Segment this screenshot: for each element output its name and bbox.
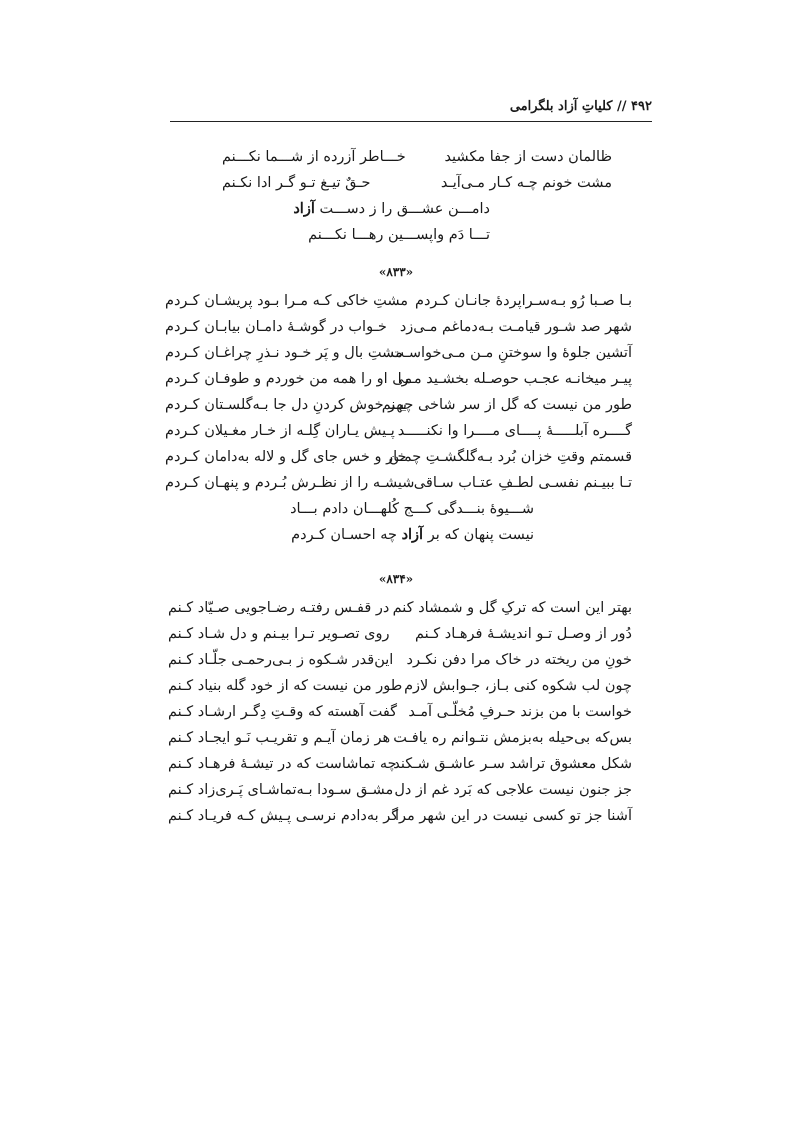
hemistich-second: بهر خوش کردنِ دل جا بـه‌گلسـتان کـردم	[165, 397, 407, 413]
hemistich-first: آتشین جلوهٔ وا سوختنِ مـن مـی‌خواسـت	[390, 345, 632, 361]
couplet	[168, 807, 632, 827]
hemistich-first: بـا صـبا رُو بـه‌سـراپردهٔ جانـان کـردم	[415, 293, 632, 309]
couplet	[222, 174, 612, 194]
couplet	[168, 677, 632, 697]
closing-line	[308, 226, 490, 244]
couplet	[165, 370, 632, 390]
hemistich-first: آشنا جز تو کسی نیست در این شهر مرا	[394, 808, 632, 824]
hemistich-first: بهتر این است که ترکِ گل و شمشاد کنم	[392, 600, 632, 616]
hemistich-second: چه تماشاست که در تیشـهٔ فرهـاد کـنم	[168, 756, 397, 772]
hemistich-second: در قفـس رفتـه رضـاجویی صـیّاد کـنم	[168, 600, 390, 616]
hemistich-first: شهر صد شـور قیامـت بـه‌دماغم مـی‌زد	[399, 319, 632, 335]
hemistich-second: مشـق سـودا بـه‌تماشـای پَـری‌زاد کـنم	[168, 782, 394, 798]
hemistich-second: خار و خس جای گل و لاله به‌دامان کـردم	[165, 449, 407, 465]
hemistich-first: چون لب شکوه کنی بـاز، جـوابش لازم	[404, 678, 632, 694]
hemistich-first: گــــره آبلـــــهٔ پــــای مــــرا وا نکنـــــد	[397, 423, 632, 439]
couplet	[168, 625, 632, 645]
hemistich-first: خواست با من بزند حـرفِ مُخلّـی آمـد	[408, 704, 632, 720]
page-header	[170, 96, 652, 122]
hemistich-first: طور من نیست که گل از سر شاخی چیـنم	[381, 397, 632, 413]
hemistich-first: دُور از وصـل تـو اندیشـهٔ فرهـاد کـنم	[414, 626, 632, 642]
hemistich-second: مشتِ بال و پَر خـود نـذرِ چراغـان کـردم	[165, 345, 403, 361]
hemistich-first: بس‌که بی‌حیله به‌بزمش نتـوانم ره یافـت	[393, 730, 632, 746]
hemistich-first: ظالمان دست از جفا مکشید	[444, 149, 612, 165]
closing-line	[291, 526, 534, 544]
hemistich-first: خونِ من ریخته در خاک مرا دفن نکـرد	[406, 652, 632, 668]
closing-line	[293, 200, 490, 218]
hemistich-second: پـیش یـاران گِلـه از خـار مغـیلان کـردم	[165, 423, 395, 439]
hemistich-first: پیـر میخانـه عجـب حوصـله بخشـید مـرا	[397, 371, 632, 387]
poet-name: آزاد	[293, 200, 315, 217]
hemistich-second: حـقٌ تیـغ تـو گـر ادا نکـنم	[222, 175, 371, 191]
hemistich-second: مشتِ خاکی کـه مـرا بـود پریشـان کـردم	[165, 293, 409, 309]
couplet	[168, 599, 632, 619]
hemistich-second: می او را همه من خوردم و طوفـان کـردم	[165, 371, 413, 387]
couplet	[168, 651, 632, 671]
hemistich-first: جز جنون نیست علاجی که بَرد غم از دل	[394, 782, 632, 798]
header-divider	[170, 121, 652, 122]
couplet	[168, 729, 632, 749]
hemistich-second: گفت آهسته که وقـتِ دِگـر ارشـاد کـنم	[168, 704, 398, 720]
hemistich-first: مشت خونم چـه کـار مـی‌آیـد	[440, 175, 612, 191]
hemistich-second: طور من نیست که از خود گله بنیاد کـنم	[168, 678, 403, 694]
closing-text: شـــیوهٔ بنـــدگی کـــج کُلهـــان دادم بـــاد	[290, 501, 534, 517]
hemistich-second: این‌قدر شـکوه ز بـی‌رحمـی جلّـاد کـنم	[168, 652, 394, 668]
page-header-title: ۴۹۲ // کلیاتِ آزاد بلگرامی	[509, 99, 652, 114]
hemistich-first: قسمتم وقتِ خزان بُرد بـه‌گلگشـتِ چمـن	[388, 449, 632, 465]
hemistich-second: شیشـه را از نظـرش بُـردم و پنهـان کـردم	[165, 475, 415, 491]
closing-line	[290, 500, 534, 518]
hemistich-second: خـــاطر آزرده از شـــما نکـــنم	[222, 149, 406, 165]
couplet	[168, 703, 632, 723]
hemistich-second: گر به‌دادم نرسـی پـیش کـه فریـاد کـنم	[168, 808, 399, 824]
poem-number: «۸۳۴»	[378, 572, 414, 586]
couplet	[165, 422, 632, 442]
couplet	[165, 318, 632, 338]
poet-name: آزاد	[401, 526, 424, 543]
couplet	[165, 396, 632, 416]
poem-number: «۸۳۳»	[378, 265, 414, 279]
couplet	[165, 344, 632, 364]
closing-text: نیست پنهان که بر	[423, 527, 534, 543]
hemistich-first: شکل معشوق تراشد سـر عاشـق شـکند	[393, 756, 632, 772]
hemistich-second: خـواب در گوشـهٔ دامـان بیابـان کـردم	[165, 319, 387, 335]
closing-text: تـــا دَم واپســـین رهـــا نکـــنم	[308, 227, 490, 243]
hemistich-first: تـا ببیـنم نفسـی لطـفِ عتـاب سـاقی	[413, 475, 632, 491]
hemistich-second: هر زمان آیـم و تقریـب نَـو ایجـاد کـنم	[168, 730, 391, 746]
couplet	[165, 474, 632, 494]
closing-text: دامـــن عشـــق را ز دســـت	[314, 201, 490, 217]
closing-text: چه احسـان کـردم	[291, 527, 402, 543]
couplet	[168, 755, 632, 775]
couplet	[165, 292, 632, 312]
couplet	[165, 448, 632, 468]
couplet	[222, 148, 612, 168]
couplet	[168, 781, 632, 801]
hemistich-second: روی تصـویر تـرا بیـنم و دل شـاد کـنم	[168, 626, 390, 642]
